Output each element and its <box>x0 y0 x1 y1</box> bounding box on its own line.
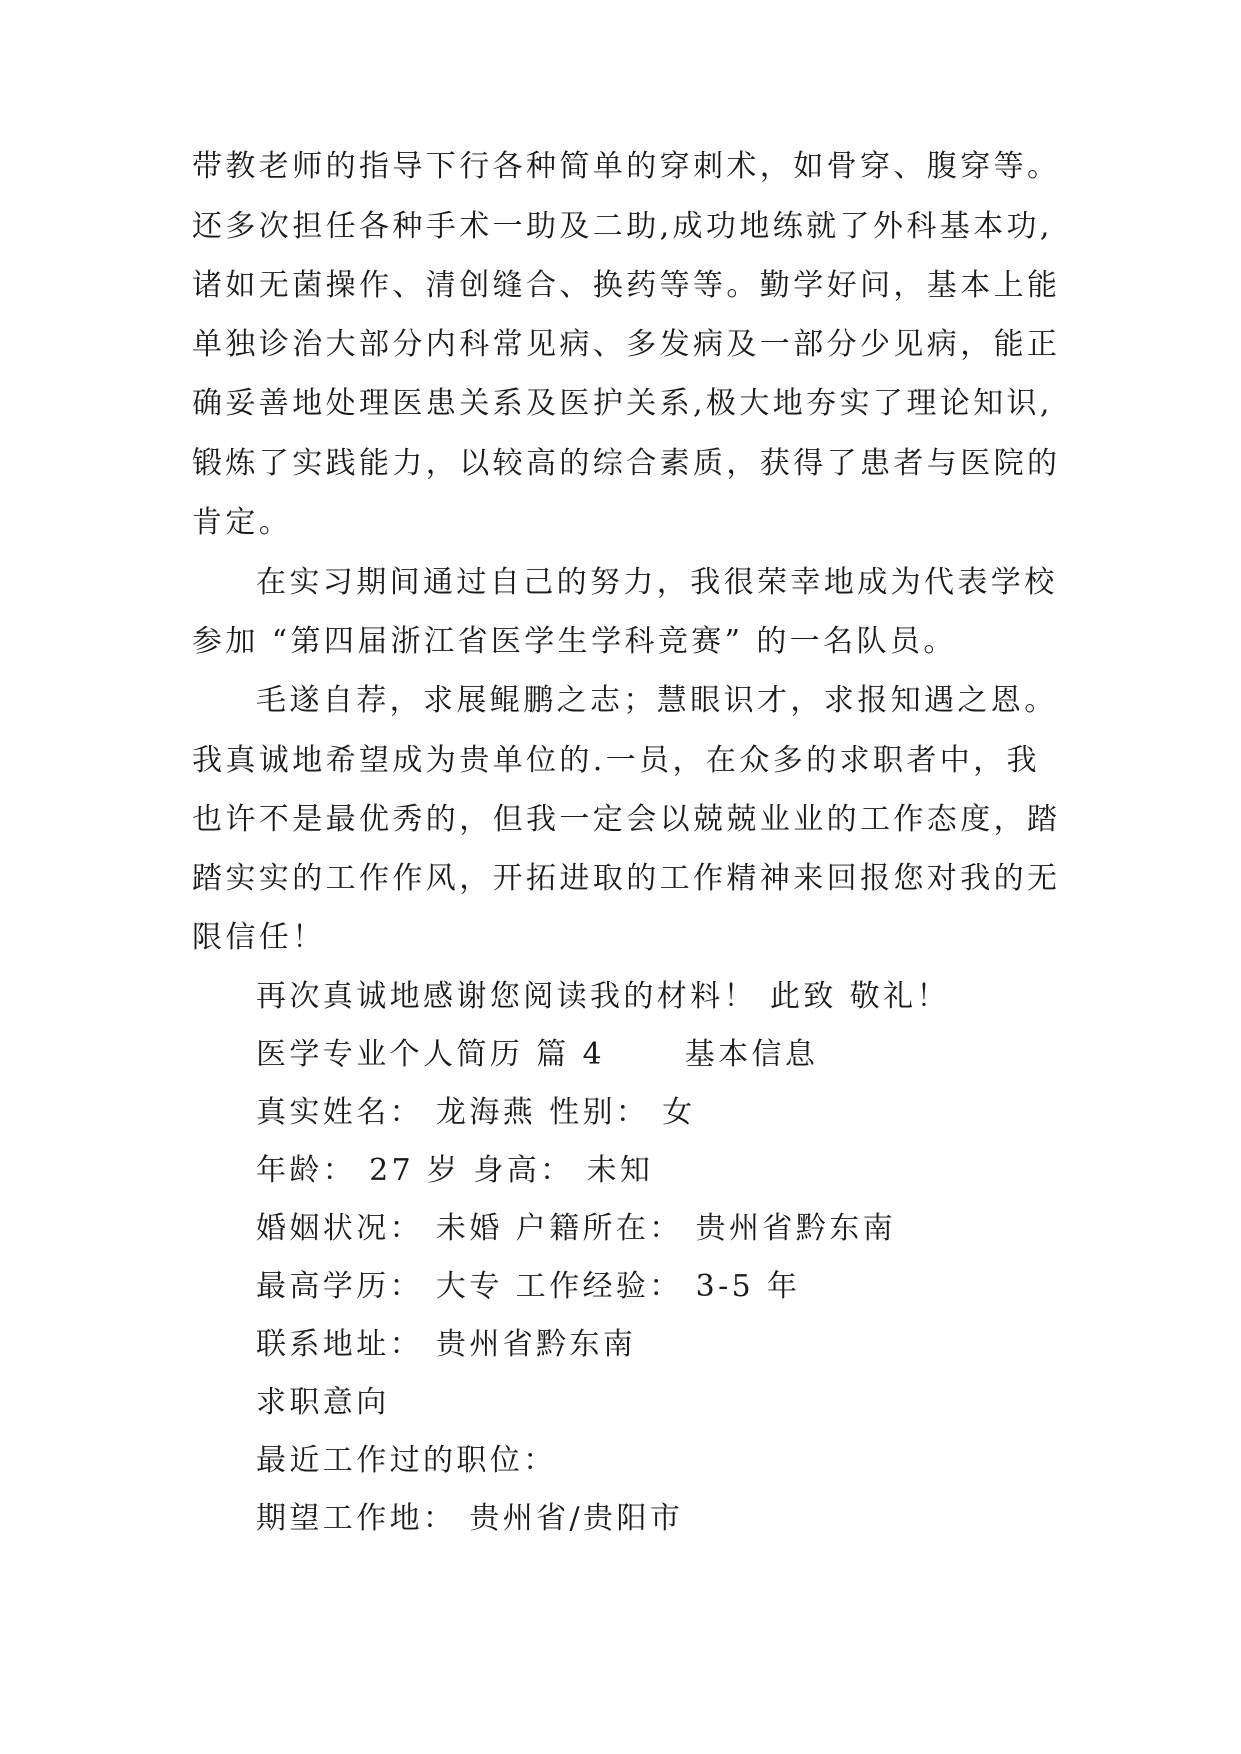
closing-line: 再次真诚地感谢您阅读我的材料！ 此致 敬礼！ <box>256 979 950 1014</box>
text-line: 也许不是最优秀的，但我一定会以兢兢业业的工作态度，踏 <box>192 802 1061 837</box>
info-line-expected-location: 期望工作地： 贵州省/贵阳市 <box>256 1501 684 1536</box>
info-line-address: 联系地址： 贵州省黔东南 <box>256 1327 637 1362</box>
info-line-marital-hukou: 婚姻状况： 未婚 户籍所在： 贵州省黔东南 <box>256 1211 897 1246</box>
paragraph-first-line: 在实习期间通过自己的努力，我很荣幸地成为代表学校 <box>256 565 1058 600</box>
text-line: 限信任！ <box>192 920 326 955</box>
text-line: 单独诊治大部分内科常见病、多发病及一部分少见病，能正 <box>192 327 1061 362</box>
text-line: 参加 “第四届浙江省医学生学科竞赛” 的一名队员。 <box>192 624 957 659</box>
text-line: 锻炼了实践能力，以较高的综合素质，获得了患者与医院的 <box>192 446 1061 481</box>
text-line: 我真诚地希望成为贵单位的.一员，在众多的求职者中，我 <box>192 743 1040 778</box>
section-heading: 医学专业个人简历 篇 4 基本信息 <box>256 1037 819 1072</box>
info-line-name-gender: 真实姓名： 龙海燕 性别： 女 <box>256 1095 696 1130</box>
job-intention-heading: 求职意向 <box>256 1385 390 1420</box>
info-line-recent-position: 最近工作过的职位： <box>256 1443 557 1478</box>
info-line-age-height: 年龄： 27 岁 身高： 未知 <box>256 1153 654 1188</box>
text-line: 肯定。 <box>192 505 293 540</box>
text-line: 确妥善地处理医患关系及医护关系,极大地夯实了理论知识, <box>192 386 1053 421</box>
text-line: 还多次担任各种手术一助及二助,成功地练就了外科基本功, <box>192 209 1053 244</box>
info-line-education-experience: 最高学历： 大专 工作经验： 3-5 年 <box>256 1269 801 1304</box>
text-line: 踏实实的工作作风，开拓进取的工作精神来回报您对我的无 <box>192 861 1061 896</box>
paragraph-first-line: 毛遂自荐，求展鲲鹏之志；慧眼识才，求报知遇之恩。 <box>256 683 1058 718</box>
text-line: 诸如无菌操作、清创缝合、换药等等。勤学好问，基本上能 <box>192 268 1061 303</box>
text-line: 带教老师的指导下行各种简单的穿刺术，如骨穿、腹穿等。 <box>192 149 1061 184</box>
